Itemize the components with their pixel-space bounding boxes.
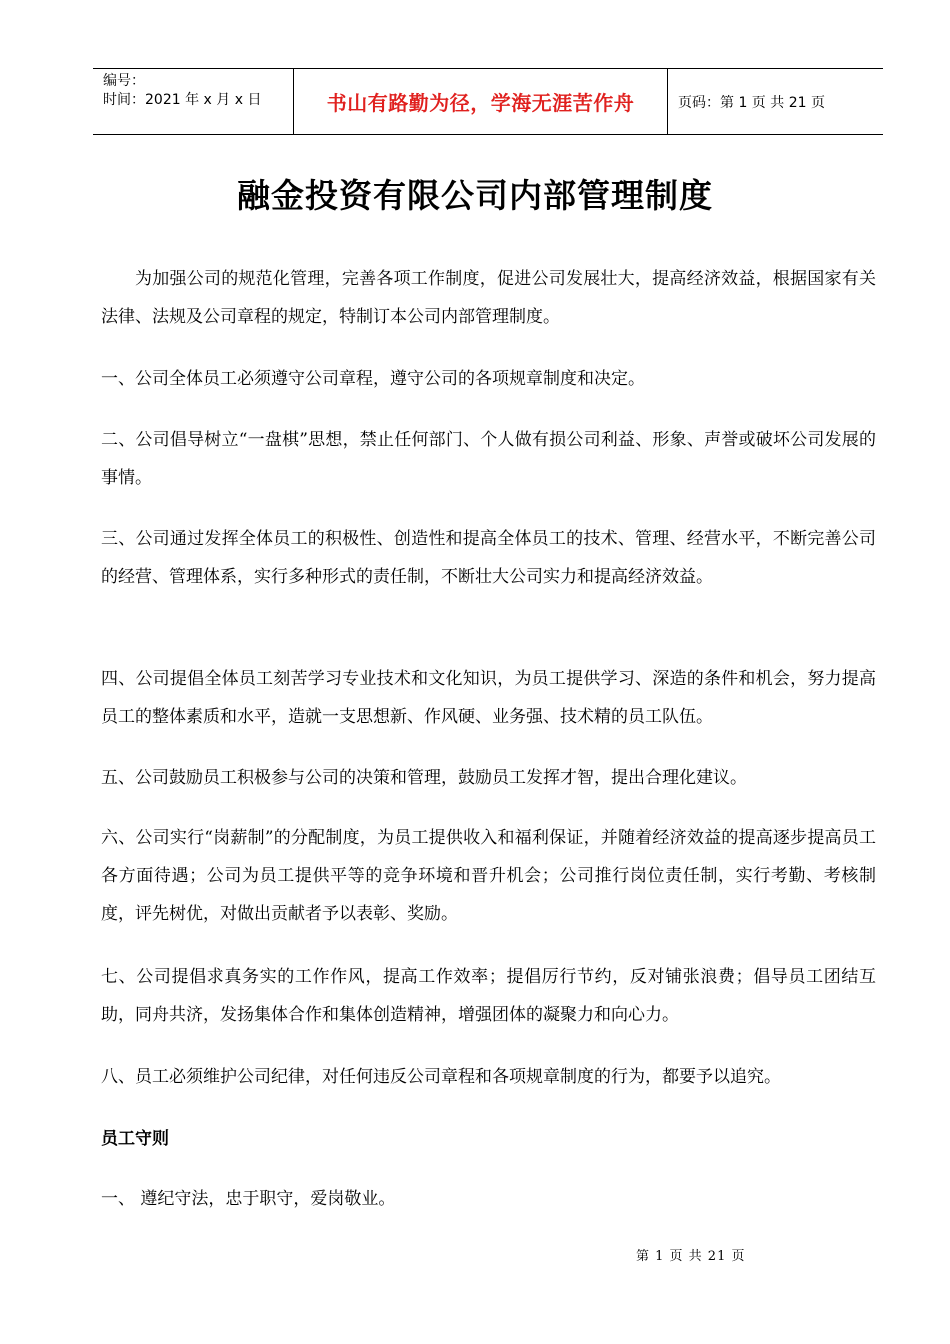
document-header bbox=[93, 68, 883, 135]
header-page-info: 页码：第 1 页 共 21 页 bbox=[678, 94, 825, 111]
section-heading: 员工守则 bbox=[101, 1129, 169, 1149]
intro-paragraph: 为加强公司的规范化管理，完善各项工作制度，促进公司发展壮大，提高经济效益，根据国家有关法律、法规及公司章程的规定，特制订本公司内部管理制度。 bbox=[101, 269, 876, 327]
number-label: 编号： bbox=[103, 73, 145, 89]
rule-1: 一、 遵纪守法，忠于职守，爱岗敬业。 bbox=[101, 1189, 396, 1209]
time-label: 时间：2021 年 x 月 x 日 bbox=[103, 92, 262, 108]
article-7: 七、公司提倡求真务实的工作作风，提高工作效率；提倡厉行节约，反对铺张浪费；倡导员工团结互助，同舟共济，发扬集体合作和集体创造精神，增强团体的凝聚力和向心力。 bbox=[101, 967, 876, 1025]
header-meta bbox=[93, 69, 294, 134]
article-3: 三、公司通过发挥全体员工的积极性、创造性和提高全体员工的技术、管理、经营水平，不断完善公司的经营、管理体系，实行多种形式的责任制，不断壮大公司实力和提高经济效益。 bbox=[101, 529, 876, 587]
header-motto: 书山有路勤为径，学海无涯苦作舟 bbox=[294, 69, 668, 134]
article-5: 五、公司鼓励员工积极参与公司的决策和管理，鼓励员工发挥才智，提出合理化建议。 bbox=[101, 768, 747, 788]
article-2: 二、公司倡导树立“一盘棋”思想，禁止任何部门、个人做有损公司利益、形象、声誉或破坏公司发展的事情。 bbox=[101, 430, 876, 488]
article-1: 一、公司全体员工必须遵守公司章程，遵守公司的各项规章制度和决定。 bbox=[101, 369, 645, 389]
article-4: 四、公司提倡全体员工刻苦学习专业技术和文化知识，为员工提供学习、深造的条件和机会，努力提高员工的整体素质和水平，造就一支思想新、作风硬、业务强、技术精的员工队伍。 bbox=[101, 669, 876, 727]
article-6: 六、公司实行“岗薪制”的分配制度，为员工提供收入和福利保证，并随着经济效益的提高逐步提高员工各方面待遇；公司为员工提供平等的竞争环境和晋升机会；公司推行岗位责任制，实行考勤、考核制度，评先树优，对做出贡献者予以表彰、奖励。 bbox=[101, 828, 876, 924]
document-title: 融金投资有限公司内部管理制度 bbox=[237, 176, 713, 215]
article-8: 八、员工必须维护公司纪律，对任何违反公司章程和各项规章制度的行为，都要予以追究。 bbox=[101, 1067, 781, 1087]
page-footer: 第 1 页 共 21 页 bbox=[636, 1249, 746, 1264]
